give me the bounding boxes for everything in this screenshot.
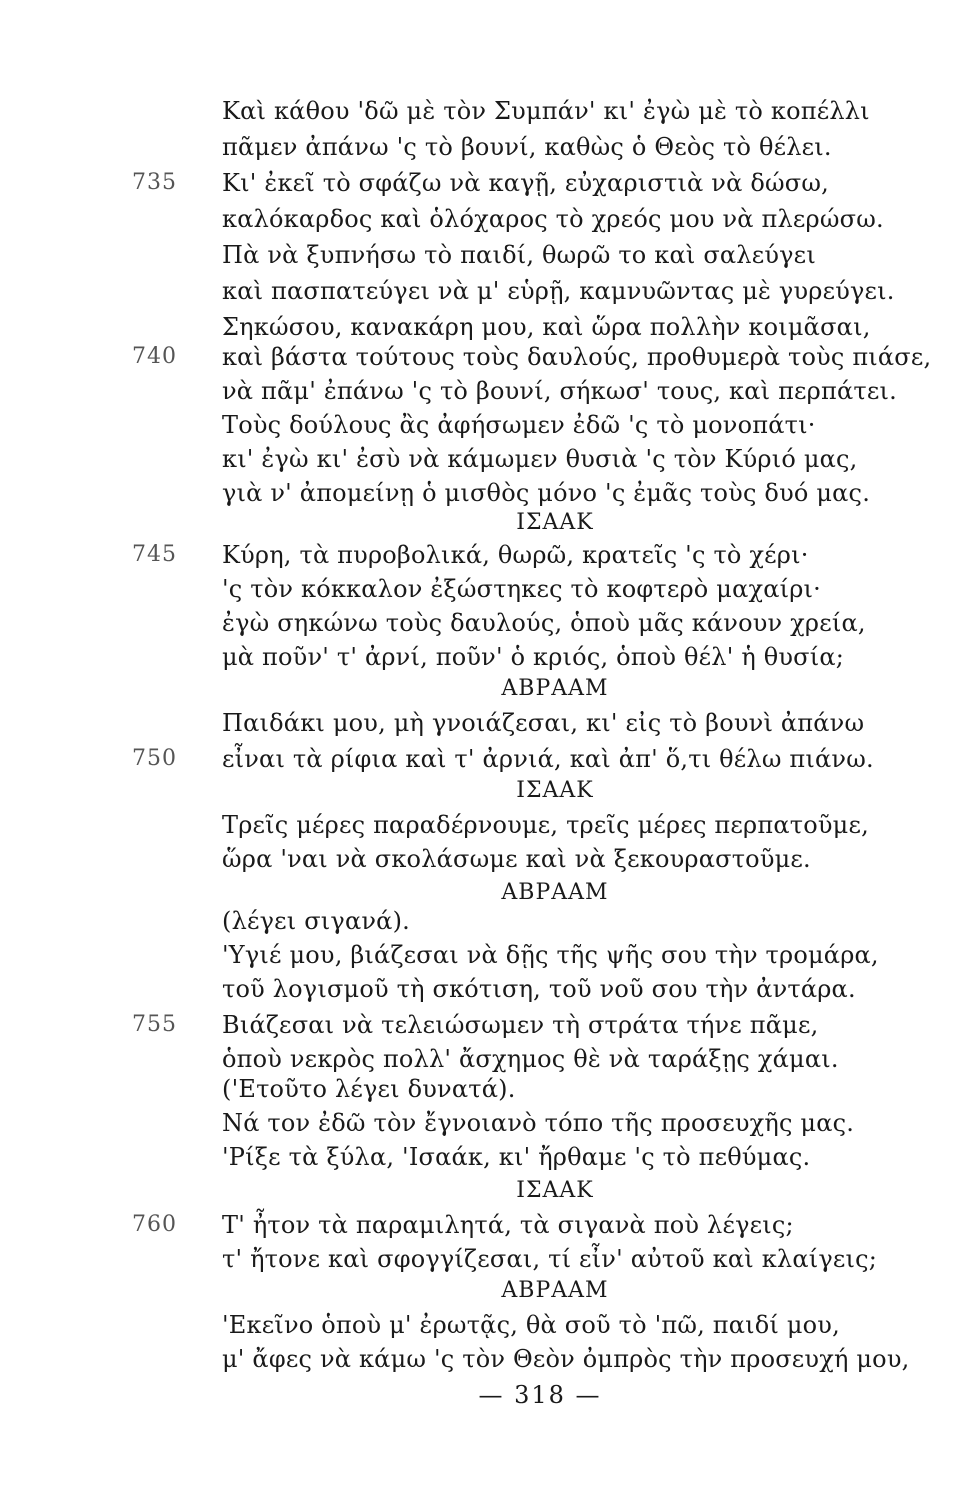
- verse-line: Παιδάκι μου, μὴ γνοιάζεσαι, κι' εἰς τὸ βουνὶ ἀπάνω: [222, 709, 865, 737]
- verse-line: Βιάζεσαι νὰ τελειώσωμεν τὴ στράτα τήνε πᾶμε,: [222, 1011, 819, 1039]
- verse-line: μὰ ποῦν' τ' ἀρνί, ποῦν' ὁ κριός, ὁποὺ θέλ' ἡ θυσία;: [222, 643, 845, 671]
- verse-line: καλόκαρδος καὶ ὁλόχαρος τὸ χρεός μου νὰ πλερώσω.: [222, 205, 884, 233]
- verse-line: καὶ πασπατεύγει νὰ μ' εὑρῇ, καμνυῶντας μὲ γυρεύγει.: [222, 277, 895, 305]
- verse-line: Πὰ νὰ ξυπνήσω τὸ παιδί, θωρῶ το καὶ σαλεύγει: [222, 241, 816, 269]
- verse-line: ἐγὼ σηκώνω τοὺς δαυλούς, ὁποὺ μᾶς κάνουν χρεία,: [222, 609, 866, 637]
- verse-line: Τοὺς δούλους ἂς ἀφήσωμεν ἐδῶ 'ς τὸ μονοπάτι·: [222, 411, 816, 439]
- line-number: 755: [132, 1012, 177, 1037]
- line-number: 735: [132, 170, 177, 195]
- speaker-name: ΑΒΡΑΑΜ: [501, 1278, 609, 1303]
- verse-line: Τρεῖς μέρες παραδέρνουμε, τρεῖς μέρες περπατοῦμε,: [222, 811, 869, 839]
- verse-line: ὥρα 'ναι νὰ σκολάσωμε καὶ νὰ ξεκουραστοῦμε.: [222, 845, 811, 873]
- stage-direction: ('Ετοῦτο λέγει δυνατά).: [222, 1075, 516, 1103]
- verse-line: τοῦ λογισμοῦ τὴ σκότιση, τοῦ νοῦ σου τὴν ἀντάρα.: [222, 975, 856, 1003]
- verse-line: Κι' ἐκεῖ τὸ σφάζω νὰ καγῇ, εὐχαριστιὰ νὰ δώσω,: [222, 169, 829, 197]
- page-number: — 318 —: [478, 1381, 602, 1409]
- line-number: 750: [132, 746, 177, 771]
- stage-direction: (λέγει σιγανά).: [222, 907, 410, 935]
- verse-line: Τ' ἦτον τὰ παραμιλητά, τὰ σιγανὰ ποὺ λέγεις;: [222, 1211, 794, 1239]
- verse-line: πᾶμεν ἀπάνω 'ς τὸ βουνί, καθὼς ὁ Θεὸς τὸ θέλει.: [222, 133, 832, 161]
- verse-line: Νά τον ἐδῶ τὸν ἔγνοιανὸ τόπο τῆς προσευχῆς μας.: [222, 1109, 855, 1137]
- speaker-name: ΙΣΑΑΚ: [516, 510, 594, 535]
- verse-line: μ' ἄφες νὰ κάμω 'ς τὸν Θεὸν ὀμπρὸς τὴν προσευχή μου,: [222, 1345, 910, 1373]
- verse-line: 'Εκεῖνο ὁποὺ μ' ἐρωτᾷς, θὰ σοῦ τὸ 'πῶ, παιδί μου,: [222, 1311, 840, 1339]
- speaker-name: ΙΣΑΑΚ: [516, 778, 594, 803]
- verse-line: Κύρη, τὰ πυροβολικά, θωρῶ, κρατεῖς 'ς τὸ χέρι·: [222, 541, 809, 569]
- line-number: 740: [132, 344, 177, 369]
- verse-line: Σηκώσου, κανακάρη μου, καὶ ὥρα πολλὴν κοιμᾶσαι,: [222, 313, 871, 341]
- verse-line: καὶ βάστα τούτους τοὺς δαυλούς, προθυμερὰ τοὺς πιάσε,: [222, 343, 932, 371]
- speaker-name: ΑΒΡΑΑΜ: [501, 676, 609, 701]
- verse-line: ὁποὺ νεκρὸς πολλ' ἄσχημος θὲ νὰ ταράξῃς χάμαι.: [222, 1045, 839, 1073]
- line-number: 760: [132, 1212, 177, 1237]
- verse-line: 'Ρίξε τὰ ξύλα, 'Ισαάκ, κι' ἤρθαμε 'ς τὸ πεθύμας.: [222, 1143, 811, 1171]
- verse-line: εἶναι τὰ ρίφια καὶ τ' ἀρνιά, καὶ ἀπ' ὅ,τι θέλω πιάνω.: [222, 745, 874, 773]
- verse-line: κι' ἐγὼ κι' ἐσὺ νὰ κάμωμεν θυσιὰ 'ς τὸν Κύριό μας,: [222, 445, 858, 473]
- line-number: 745: [132, 542, 177, 567]
- verse-line: Καὶ κάθου 'δῶ μὲ τὸν Συμπάν' κι' ἐγὼ μὲ τὸ κοπέλλι: [222, 97, 870, 125]
- speaker-name: ΑΒΡΑΑΜ: [501, 880, 609, 905]
- verse-line: γιὰ ν' ἀπομείνῃ ὁ μισθὸς μόνο 'ς ἐμᾶς τοὺς δυό μας.: [222, 479, 871, 507]
- verse-line: νὰ πᾶμ' ἐπάνω 'ς τὸ βουνί, σήκωσ' τους, καὶ περπάτει.: [222, 377, 897, 405]
- verse-line: τ' ἤτονε καὶ σφογγίζεσαι, τί εἶν' αὐτοῦ καὶ κλαίγεις;: [222, 1245, 878, 1273]
- speaker-name: ΙΣΑΑΚ: [516, 1178, 594, 1203]
- verse-line: 'Υγιέ μου, βιάζεσαι νὰ δῇς τῆς ψῆς σου τὴν τρομάρα,: [222, 941, 879, 969]
- verse-line: 'ς τὸν κόκκαλον ἐξώστηκες τὸ κοφτερὸ μαχαίρι·: [222, 575, 821, 603]
